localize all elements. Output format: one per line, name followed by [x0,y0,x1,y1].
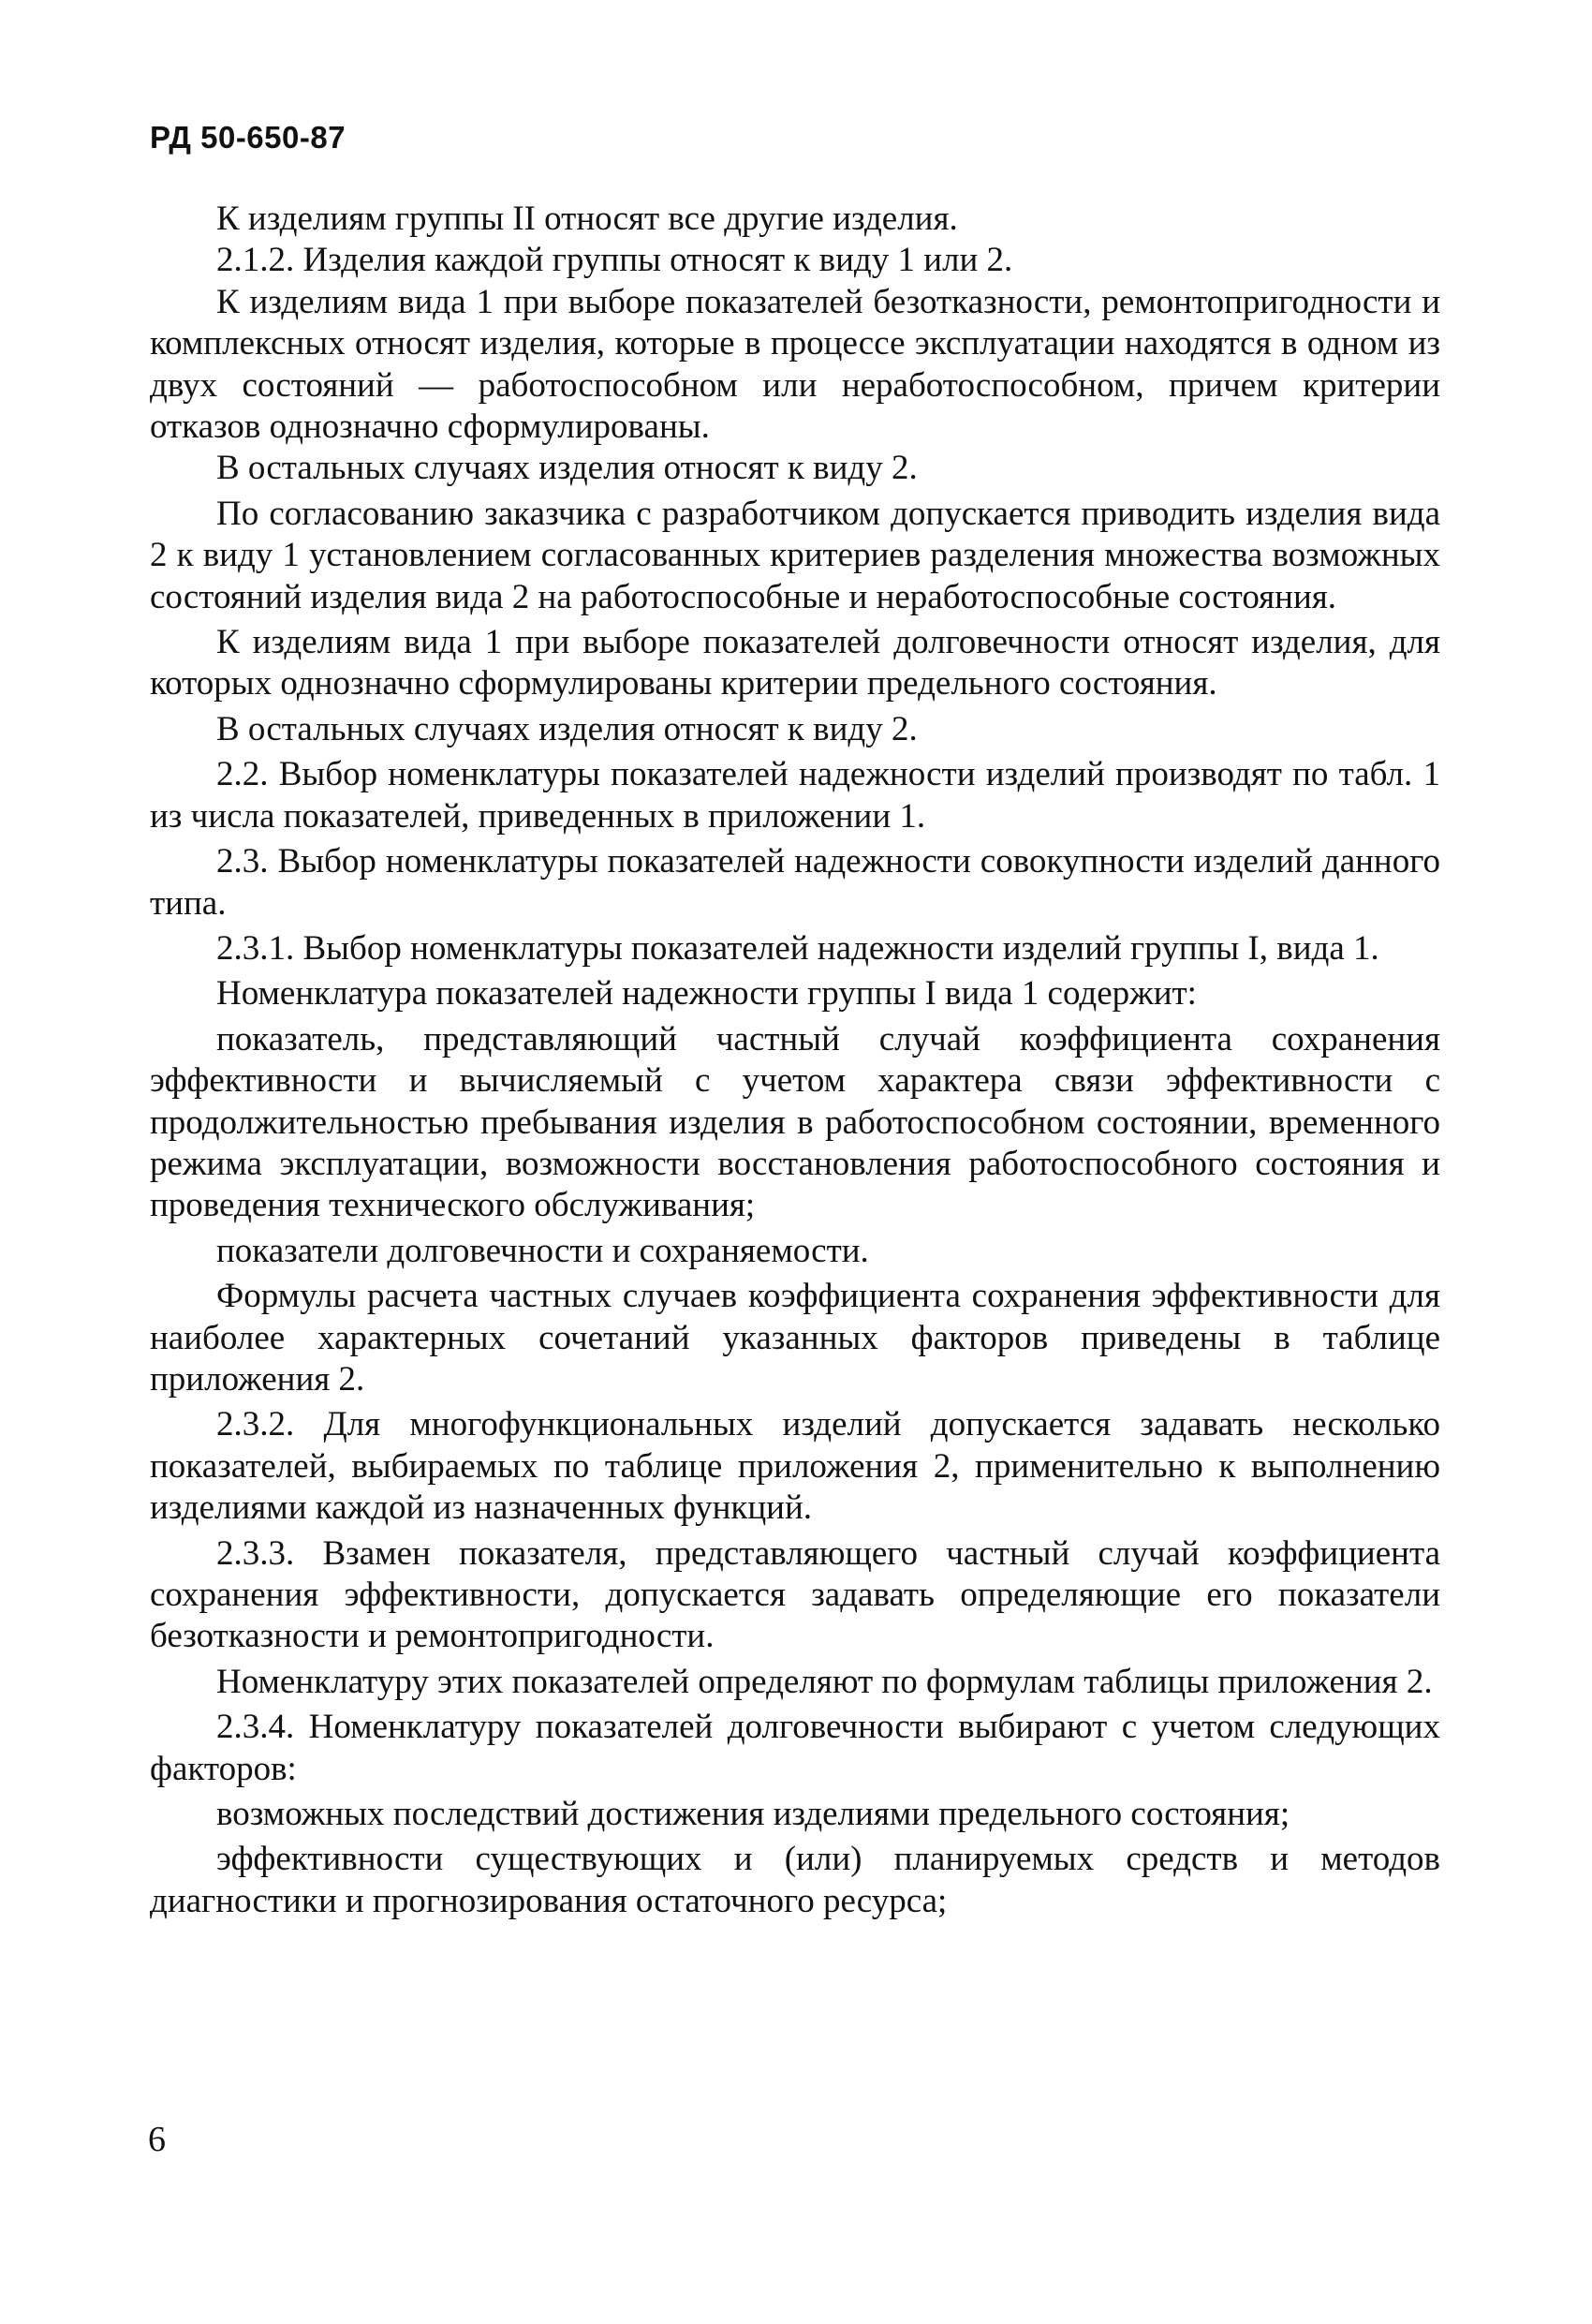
paragraph: 2.3.3. Взамен показателя, представляющего частный случай коэффициента сохранения эффективности, допускается задавать определяющие его показатели безотказности и ремонтопригодности. [150,1533,1440,1656]
paragraph: возможных последствий достижения изделиями предельного состояния; [216,1795,1290,1834]
document-code-header: РД 50-650-87 [150,120,346,155]
paragraph: 2.3.2. Для многофункциональных изделий допускается задавать несколько показателей, выбираемых по таблице приложения 2, применительно к выполнению изделиями каждой из назначенных функций. [150,1405,1440,1528]
paragraph: 2.2. Выбор номенклатуры показателей надежности изделий производят по табл. 1 из числа показателей, приведенных в приложении 1. [150,755,1440,836]
paragraph: Формулы расчета частных случаев коэффициента сохранения эффективности для наиболее характерных сочетаний указанных факторов приведены в таблице приложения 2. [150,1277,1440,1399]
paragraph: показатель, представляющий частный случай коэффициента сохранения эффективности и вычисляемый с учетом характера связи эффективности с продолжительностью пребывания изделия в работоспособном состоянии, временного режима эксплуатации, возможности восстановления работоспособного состояния и проведения технического обслуживания; [150,1019,1440,1225]
paragraph: 2.3.4. Номенклатуру показателей долговечности выбирают с учетом следующих факторов: [150,1708,1440,1788]
body-text [150,199,1440,1922]
paragraph: эффективности существующих и (или) планируемых средств и методов диагностики и прогнозирования остаточного ресурса; [150,1840,1440,1920]
paragraph: К изделиям вида 1 при выборе показателей долговечности относят изделия, для которых однозначно сформулированы критерии предельного состояния. [150,623,1440,703]
paragraph: Номенклатуру этих показателей определяют по формулам таблицы приложения 2. [216,1662,1433,1701]
paragraph: В остальных случаях изделия относят к виду 2. [216,709,918,748]
paragraph: 2.1.2. Изделия каждой группы относят к виду 1 или 2. [216,241,1013,280]
paragraph: 2.3.1. Выбор номенклатуры показателей надежности изделий группы I, вида 1. [216,928,1379,968]
page-number: 6 [148,2120,166,2159]
paragraph: 2.3. Выбор номенклатуры показателей надежности совокупности изделий данного типа. [150,842,1440,923]
paragraph: Номенклатура показателей надежности группы I вида 1 содержит: [216,974,1197,1014]
paragraph: показатели долговечности и сохраняемости. [216,1231,869,1270]
paragraph: К изделиям группы II относят все другие изделия. [216,200,958,238]
paragraph: К изделиям вида 1 при выборе показателей безотказности, ремонтопригодности и комплексных относят изделия, которые в процессе эксплуатации находятся в одном из двух состояний — работоспособном или неработоспособном, причем критерии отказов однозначно сформулированы. [150,282,1440,447]
paragraph: По согласованию заказчика с разработчиком допускается приводить изделия вида 2 к виду 1 установлением согласованных критериев разделения множества возможных состояний изделия вида 2 на работоспособные и неработоспособные состояния. [150,494,1440,616]
paragraph: В остальных случаях изделия относят к виду 2. [216,449,918,488]
